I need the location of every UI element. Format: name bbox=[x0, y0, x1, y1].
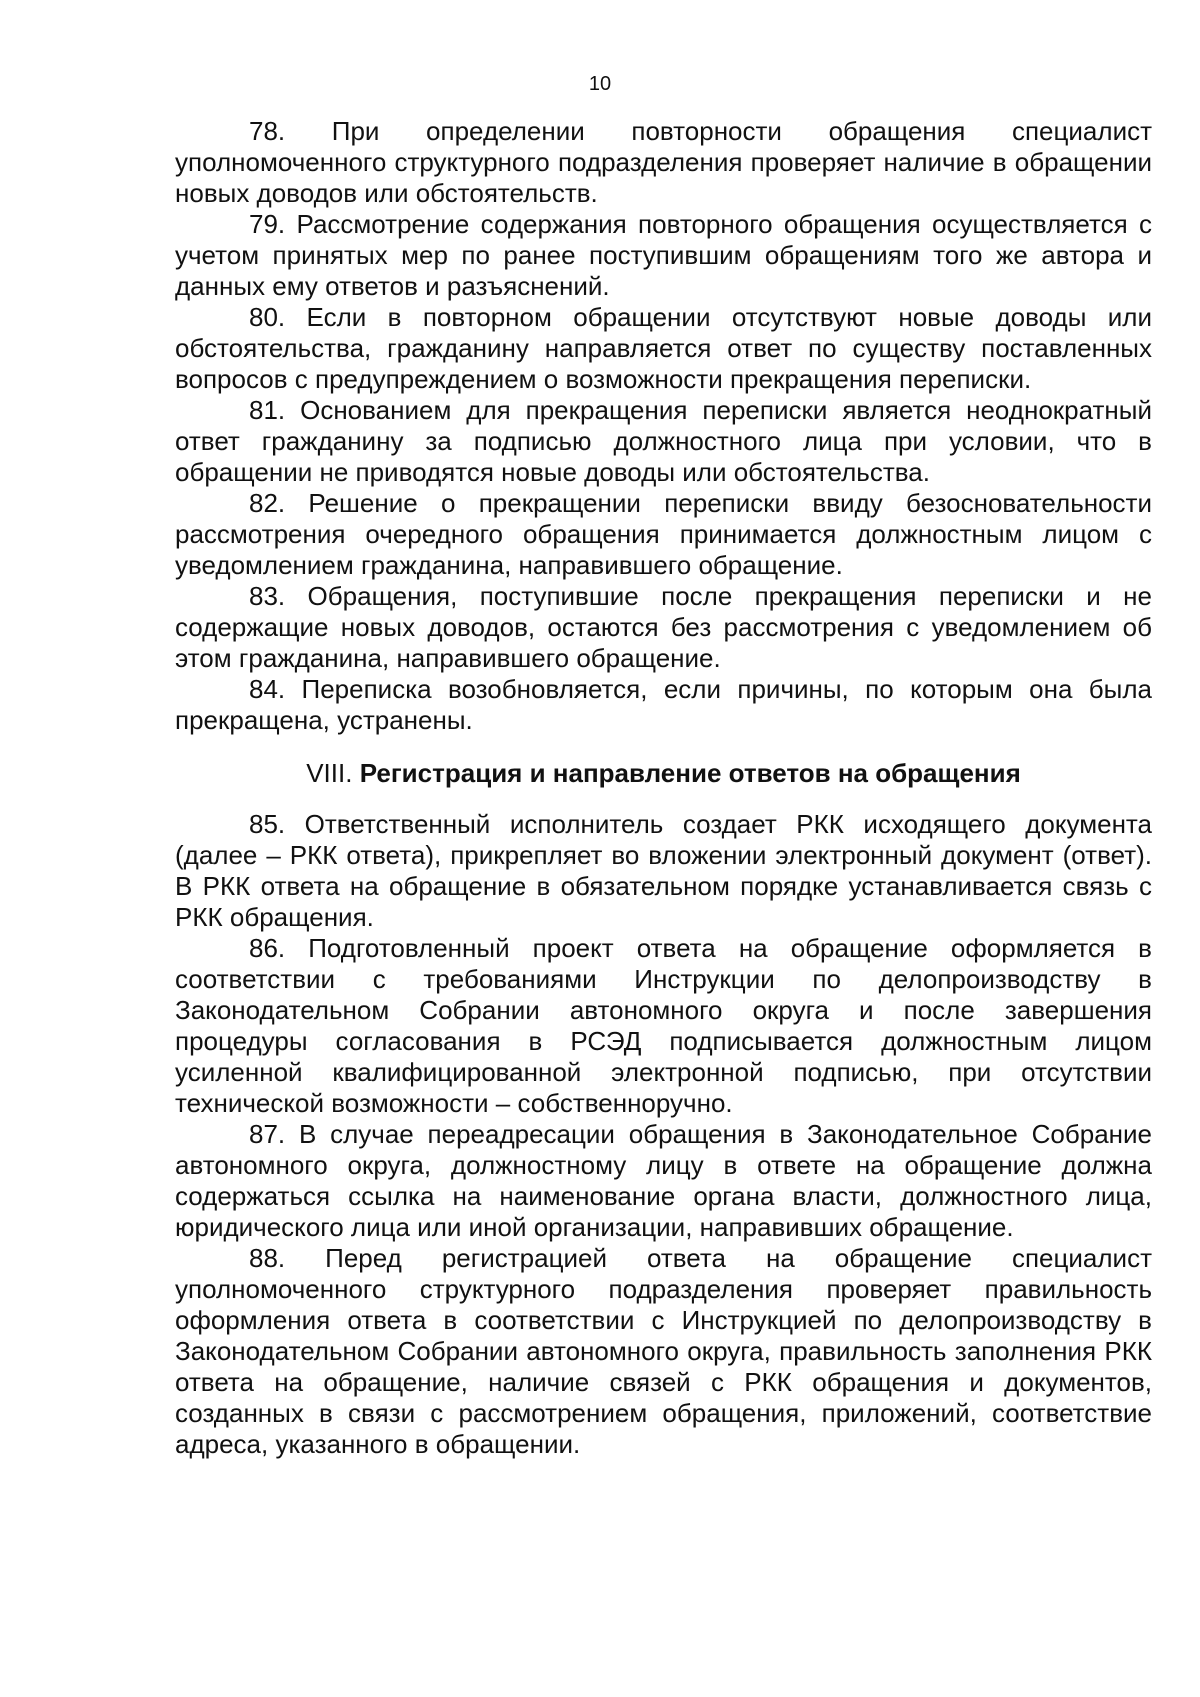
paragraph-87: 87. В случае переадресации обращения в Законодательное Собрание автономного округа, должностному лицу в ответе на обращение должна содержаться ссылка на наименование органа власти, должностного лица, юридического лица или иной организации, направивших обращение. bbox=[175, 1119, 1152, 1242]
paragraph-82: 82. Решение о прекращении переписки ввиду безосновательности рассмотрения очередного обращения принимается должностным лицом с уведомлением гражданина, направившего обращение. bbox=[175, 488, 1152, 580]
section-heading bbox=[175, 758, 1152, 789]
paragraph-86: 86. Подготовленный проект ответа на обращение оформляется в соответствии с требованиями Инструкции по делопроизводству в Законодательном Собрании автономного округа и после завершения процедуры согласования в РСЭД подписывается должностным лицом усиленной квалифицированной электронной подписью, при отсутствии технической возможности – собственноручно. bbox=[175, 933, 1152, 1118]
paragraph-78: 78. При определении повторности обращения специалист уполномоченного структурного подразделения проверяет наличие в обращении новых доводов или обстоятельств. bbox=[175, 116, 1152, 208]
paragraph-85: 85. Ответственный исполнитель создает РКК исходящего документа (далее – РКК ответа), прикрепляет во вложении электронный документ (ответ). В РКК ответа на обращение в обязательном порядке устанавливается связь с РКК обращения. bbox=[175, 809, 1152, 932]
document-body bbox=[175, 116, 1152, 1460]
paragraph-81: 81. Основанием для прекращения переписки является неоднократный ответ гражданину за подписью должностного лица при условии, что в обращении не приводятся новые доводы или обстоятельства. bbox=[175, 395, 1152, 487]
section-title: Регистрация и направление ответов на обращения bbox=[359, 758, 1021, 788]
section-number: VIII. bbox=[306, 758, 353, 788]
paragraph-79: 79. Рассмотрение содержания повторного обращения осуществляется с учетом принятых мер по ранее поступившим обращениям того же автора и данных ему ответов и разъяснений. bbox=[175, 209, 1152, 301]
paragraph-84: 84. Переписка возобновляется, если причины, по которым она была прекращена, устранены. bbox=[175, 674, 1152, 735]
page-number: 10 bbox=[588, 73, 612, 95]
paragraph-88: 88. Перед регистрацией ответа на обращение специалист уполномоченного структурного подразделения проверяет правильность оформления ответа в соответствии с Инструкцией по делопроизводству в Законодательном Собрании автономного округа, правильность заполнения РКК ответа на обращение, наличие связей с РКК обращения и документов, созданных в связи с рассмотрением обращения, приложений, соответствие адреса, указанного в обращении. bbox=[175, 1243, 1152, 1459]
paragraph-80: 80. Если в повторном обращении отсутствуют новые доводы или обстоятельства, гражданину направляется ответ по существу поставленных вопросов с предупреждением о возможности прекращения переписки. bbox=[175, 302, 1152, 394]
paragraph-83: 83. Обращения, поступившие после прекращения переписки и не содержащие новых доводов, остаются без рассмотрения с уведомлением об этом гражданина, направившего обращение. bbox=[175, 581, 1152, 673]
